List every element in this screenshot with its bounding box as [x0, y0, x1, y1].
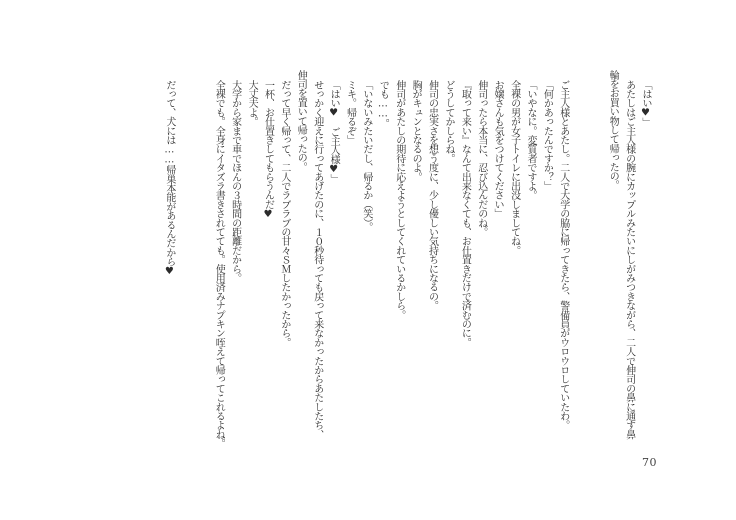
text-line: ご主人様とあたし。二人で大学の脇に帰ってきたら、警備員がウロウロしていたわ。 [557, 80, 569, 430]
text-line: 伸司があたしの期待に応えようとしてくれているかしら。 [393, 80, 405, 320]
text-line: 「はい♥」 [640, 80, 651, 128]
text-line: 「はい♥ ご主人様♥」 [328, 80, 340, 184]
text-line: 伸司の忠実さを想う度に、少し優しい気持ちになるの。 [426, 80, 438, 311]
text-line: 伸司ったら本当に、忍び込んだのね。 [475, 80, 487, 237]
text-line: だって、犬には……帰巣本能があるんだから♥ [163, 80, 175, 277]
text-line: 伸司を置いて帰ったの。 [295, 70, 307, 172]
page-number: 70 [642, 456, 657, 469]
text-line: 全裸でも。全身にイタズラ書きされてても。使用済みナプキン咥えて帰ってこれるよね。 [213, 80, 225, 449]
text-line: 「いやなに。変質者ですよ。 [524, 80, 536, 200]
text-line: だって早く帰って、二人でラブラブの甘々ＳＭしたかったから。 [278, 80, 290, 347]
text-line: ミキ。帰るぞ」 [344, 80, 356, 145]
text-line: 「何かあったんですか？」 [541, 80, 553, 191]
text-line: 胸がキュンとなるのよ。 [410, 80, 422, 182]
text-line: 一杯、お仕置きしてもらうんだ♥ [262, 80, 274, 220]
text-line: どうしてかしらね。 [442, 80, 454, 163]
text-line: 大丈夫よ。 [246, 80, 258, 127]
text-line: 輪をお買い物して帰ったの。 [607, 70, 619, 190]
text-line: 「いないみたいだし、帰るか（笑）。 [360, 80, 372, 232]
text-line: あたしはご主人様の腕にカップルみたいにしがみつきながら、二人で伸司の鼻に通す鼻 [623, 80, 635, 439]
text-line: せっかく迎えに行ってあげたのに、１０秒待っても戻って来なかったからあたしたち、 [311, 80, 323, 439]
text-line: 全裸の男が女子トイレに出没しましてね。 [508, 80, 520, 255]
text-line: お嬢さんも気をつけてください」 [492, 80, 504, 219]
page-text-block [160, 70, 653, 450]
text-line: でも……。 [377, 80, 389, 129]
text-line: 大学から家まで車でほんの３時間の距離だから。 [229, 80, 241, 283]
text-line: 『取って来い』なんて出来なくても、お仕置きだけで済むのに。 [459, 80, 471, 347]
